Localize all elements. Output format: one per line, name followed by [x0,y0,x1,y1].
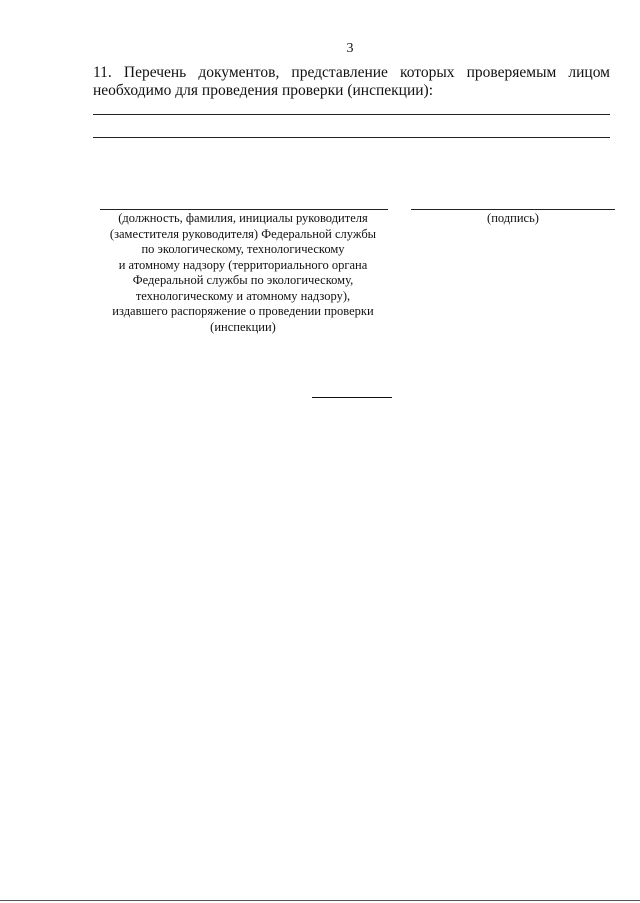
heading-word: которых [400,64,455,81]
blank-fill-line [93,114,610,115]
signature-caption: (подпись) [487,211,539,225]
caption-line: технологическому и атомному надзору), [135,288,351,303]
section-heading-line-2: необходимо для проведения проверки (инспекции): [93,82,434,99]
caption-line: издавшего распоряжение о проведении проверки [112,304,374,318]
caption-line: и атомному надзору (территориального органа [118,257,368,272]
caption-line: (инспекции) [210,319,276,334]
caption-line: Федеральной службы по экологическому, [132,273,354,287]
official-name-line [100,209,388,210]
heading-word: Перечень [123,64,187,81]
section-11-heading [93,64,610,100]
section-heading-line-1 [93,64,610,82]
caption-line: (заместителя руководителя) Федеральной службы [109,226,377,241]
blank-fill-line [93,137,610,138]
heading-word: лицом [568,64,610,81]
caption-line: (должность, фамилия, инициалы руководителя [118,211,368,225]
end-of-document-rule [312,397,392,398]
official-caption [93,211,393,335]
page-bottom-edge [0,900,640,901]
heading-word: 11. [93,64,112,81]
page-number: 3 [346,41,354,56]
heading-word: проверяемым [466,64,557,81]
signature-line [411,209,615,210]
heading-word: представление [291,64,388,81]
caption-line: по экологическому, технологическому [141,242,345,256]
heading-word: документов, [198,64,280,81]
